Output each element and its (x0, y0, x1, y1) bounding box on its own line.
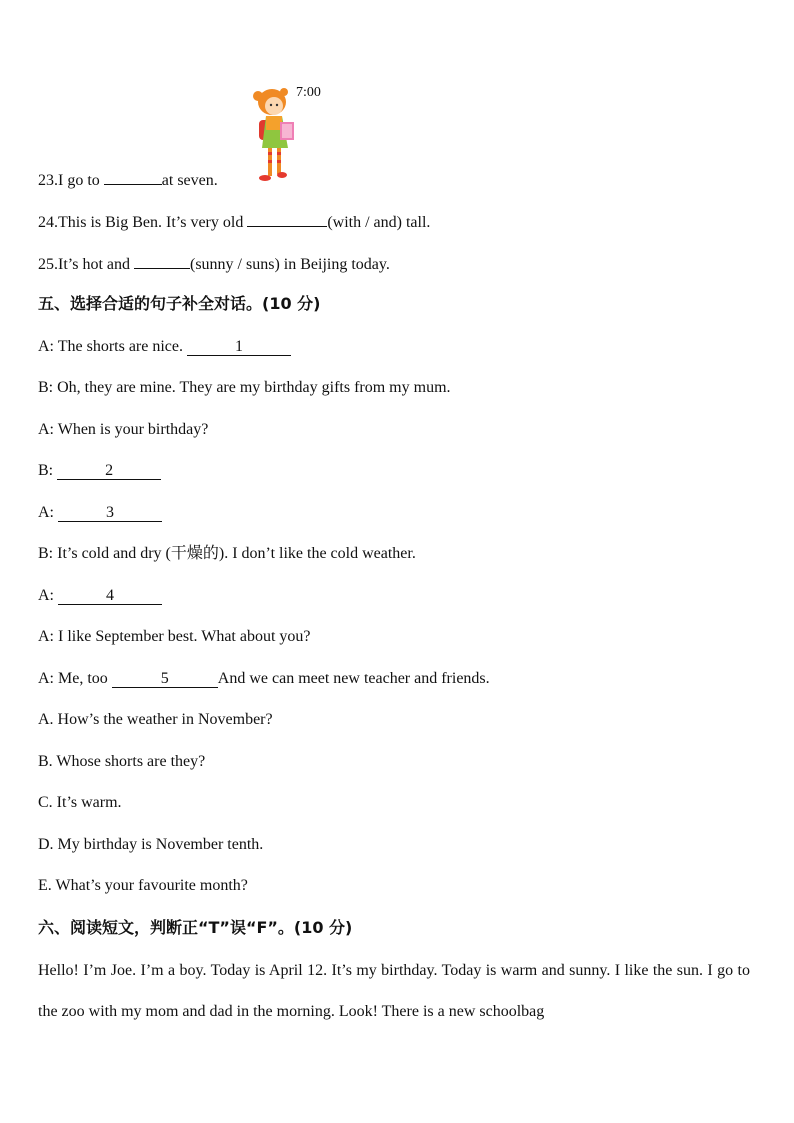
dialogue-line: A: Me, too 5 And we can meet new teacher and friends. (38, 670, 490, 687)
option-a: A. How’s the weather in November? (38, 711, 273, 728)
dialogue-line: B: Oh, they are mine. They are my birthday gifts from my mum. (38, 379, 451, 396)
section-5-heading: 五、选择合适的句子补全对话。(10 分) (38, 294, 321, 313)
question-24: 24.This is Big Ben. It’s very old (with / and) tall. (38, 214, 431, 231)
option-e: E. What’s your favourite month? (38, 877, 248, 894)
dialogue-blank: 5 (112, 671, 218, 688)
question-23: 23.I go to at seven. (38, 172, 218, 189)
option-b: B. Whose shorts are they? (38, 753, 206, 770)
dialogue-blank: 4 (58, 588, 162, 605)
option-c: C. It’s warm. (38, 794, 122, 811)
answer-blank (104, 170, 162, 185)
dialogue-line: A: When is your birthday? (38, 421, 209, 438)
option-d: D. My birthday is November tenth. (38, 836, 264, 853)
answer-blank (247, 212, 327, 227)
dialogue-blank: 2 (57, 463, 161, 480)
dialogue-line: A: I like September best. What about you? (38, 628, 311, 645)
dialogue-line: B: It’s cold and dry (干燥的). I don’t like the cold weather. (38, 545, 416, 562)
dialogue-line: A: 3 (38, 503, 162, 523)
dialogue-line: B: 2 (38, 461, 161, 481)
dialogue-blank: 3 (58, 505, 162, 522)
time-label: 7:00 (296, 85, 321, 100)
dialogue-line: A: 4 (38, 586, 162, 606)
girl-with-schoolbag-icon (250, 86, 306, 186)
dialogue-blank: 1 (187, 339, 291, 356)
reading-passage: Hello! I’m Joe. I’m a boy. Today is April 12. It’s my birthday. Today is warm and sunny. I like the sun. I go to the zoo with my mom and dad in the morning. Look! There is a new schoolbag (38, 962, 750, 1020)
section-6-heading: 六、阅读短文，判断正“T”误“F”。(10 分) (38, 918, 353, 937)
dialogue-line: A: The shorts are nice. 1 (38, 337, 291, 357)
question-25: 25.It’s hot and (sunny / suns) in Beijing today. (38, 256, 390, 273)
answer-blank (134, 254, 190, 269)
